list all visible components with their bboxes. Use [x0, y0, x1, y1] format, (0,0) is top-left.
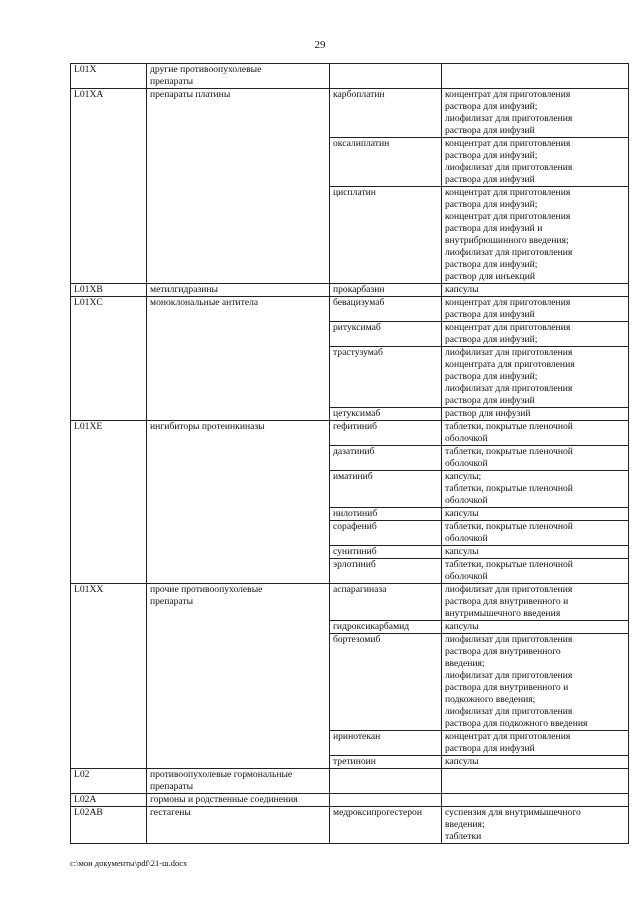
drug-name-cell: дазатиниб [330, 446, 442, 471]
table-row [71, 807, 629, 844]
table-row [71, 584, 629, 621]
drug-name-cell: сорафениб [330, 521, 442, 546]
drug-name-cell: эрлотиниб [330, 559, 442, 584]
drug-name-cell: ритуксимаб [330, 322, 442, 347]
drug-name-cell: иматиниб [330, 471, 442, 508]
drug-name-cell: нилотиниб [330, 508, 442, 521]
dosage-form-cell [442, 769, 629, 794]
table-row [71, 138, 629, 187]
group-name-cell: метилгидразины [147, 284, 330, 297]
atc-code-cell: L01X [71, 64, 147, 89]
drug-name-cell: сунитиниб [330, 546, 442, 559]
group-name-cell: гормоны и родственные соединения [147, 794, 330, 807]
drug-name-cell: бевацизумаб [330, 297, 442, 322]
drug-name-cell: аспарагиназа [330, 584, 442, 621]
dosage-form-cell: таблетки, покрытые пленочной оболочкой [442, 521, 629, 546]
dosage-form-cell: капсулы; таблетки, покрытые пленочной оболочкой [442, 471, 629, 508]
table-row [71, 794, 629, 807]
atc-table-body [71, 64, 629, 844]
atc-code-cell [71, 138, 147, 187]
group-name-cell: гестагены [147, 807, 330, 844]
group-name-cell [147, 471, 330, 508]
dosage-form-cell: капсулы [442, 756, 629, 769]
group-name-cell [147, 138, 330, 187]
group-name-cell [147, 634, 330, 731]
dosage-form-cell: таблетки, покрытые пленочной оболочкой [442, 559, 629, 584]
table-row [71, 408, 629, 421]
atc-code-cell [71, 521, 147, 546]
drug-name-cell: трастузумаб [330, 347, 442, 408]
atc-code-cell: L02 [71, 769, 147, 794]
dosage-form-cell: капсулы [442, 546, 629, 559]
atc-code-cell [71, 634, 147, 731]
atc-code-cell [71, 731, 147, 756]
table-row [71, 508, 629, 521]
table-row [71, 521, 629, 546]
dosage-form-cell: концентрат для приготовления раствора для инфузий; концентрат для приготовления раствора для инфузий и внутрибрюшинного введения; лиофилизат для приготовления раствора для инфузий; раствор для инъекций [442, 187, 629, 284]
table-row [71, 64, 629, 89]
dosage-form-cell: концентрат для приготовления раствора для инфузий [442, 731, 629, 756]
dosage-form-cell: капсулы [442, 284, 629, 297]
atc-code-cell [71, 559, 147, 584]
table-row [71, 89, 629, 138]
atc-code-cell [71, 347, 147, 408]
table-row [71, 284, 629, 297]
group-name-cell [147, 508, 330, 521]
atc-code-cell: L02AB [71, 807, 147, 844]
atc-code-cell [71, 508, 147, 521]
group-name-cell [147, 731, 330, 756]
dosage-form-cell: лиофилизат для приготовления раствора для внутривенного введения; лиофилизат для приготовления раствора для внутривенного и подкожного введения; лиофилизат для приготовления раствора для подкожного введения [442, 634, 629, 731]
dosage-form-cell [442, 794, 629, 807]
atc-code-cell [71, 446, 147, 471]
atc-drug-table [70, 63, 629, 844]
dosage-form-cell: концентрат для приготовления раствора для инфузий; лиофилизат для приготовления раствора для инфузий [442, 138, 629, 187]
group-name-cell: ингибиторы протеинкиназы [147, 421, 330, 446]
drug-name-cell: оксалиплатин [330, 138, 442, 187]
table-row [71, 731, 629, 756]
dosage-form-cell: таблетки, покрытые пленочной оболочкой [442, 446, 629, 471]
dosage-form-cell [442, 64, 629, 89]
dosage-form-cell: концентрат для приготовления раствора для инфузий; [442, 322, 629, 347]
atc-code-cell [71, 408, 147, 421]
table-row [71, 446, 629, 471]
group-name-cell [147, 546, 330, 559]
group-name-cell: прочие противоопухолевые препараты [147, 584, 330, 621]
atc-code-cell: L01XC [71, 297, 147, 322]
dosage-form-cell: лиофилизат для приготовления концентрата для приготовления раствора для инфузий; лиофилизат для приготовления раствора для инфузий [442, 347, 629, 408]
table-row [71, 347, 629, 408]
group-name-cell [147, 322, 330, 347]
drug-name-cell: карбоплатин [330, 89, 442, 138]
group-name-cell [147, 446, 330, 471]
drug-name-cell [330, 794, 442, 807]
group-name-cell [147, 187, 330, 284]
atc-code-cell: L01XE [71, 421, 147, 446]
table-row [71, 559, 629, 584]
dosage-form-cell: лиофилизат для приготовления раствора для внутривенного и внутримышечного введения [442, 584, 629, 621]
dosage-form-cell: таблетки, покрытые пленочной оболочкой [442, 421, 629, 446]
group-name-cell [147, 521, 330, 546]
table-row [71, 634, 629, 731]
atc-code-cell [71, 546, 147, 559]
table-row [71, 297, 629, 322]
table-row [71, 621, 629, 634]
dosage-form-cell: концентрат для приготовления раствора для инфузий [442, 297, 629, 322]
drug-name-cell: цисплатин [330, 187, 442, 284]
atc-code-cell [71, 322, 147, 347]
drug-name-cell: гидроксикарбамид [330, 621, 442, 634]
dosage-form-cell: капсулы [442, 508, 629, 521]
drug-name-cell: бортезомиб [330, 634, 442, 731]
group-name-cell [147, 347, 330, 408]
group-name-cell: моноклональные антитела [147, 297, 330, 322]
atc-code-cell [71, 471, 147, 508]
table-row [71, 756, 629, 769]
atc-code-cell: L01XA [71, 89, 147, 138]
group-name-cell [147, 559, 330, 584]
dosage-form-cell: суспензия для внутримышечного введения; таблетки [442, 807, 629, 844]
page-number: 29 [314, 39, 326, 51]
group-name-cell [147, 621, 330, 634]
dosage-form-cell: капсулы [442, 621, 629, 634]
group-name-cell [147, 408, 330, 421]
drug-name-cell: иринотекан [330, 731, 442, 756]
table-row [71, 187, 629, 284]
drug-name-cell: третиноин [330, 756, 442, 769]
drug-name-cell: прокарбазин [330, 284, 442, 297]
atc-code-cell: L02A [71, 794, 147, 807]
drug-name-cell: гефитиниб [330, 421, 442, 446]
group-name-cell [147, 756, 330, 769]
drug-name-cell: медроксипрогестерон [330, 807, 442, 844]
table-row [71, 322, 629, 347]
drug-name-cell: цетуксимаб [330, 408, 442, 421]
atc-code-cell [71, 756, 147, 769]
drug-name-cell [330, 64, 442, 89]
dosage-form-cell: раствор для инфузий [442, 408, 629, 421]
group-name-cell: противоопухолевые гормональные препараты [147, 769, 330, 794]
atc-code-cell [71, 187, 147, 284]
atc-code-cell [71, 621, 147, 634]
table-row [71, 471, 629, 508]
table-row [71, 421, 629, 446]
atc-code-cell: L01XB [71, 284, 147, 297]
group-name-cell: другие противоопухолевые препараты [147, 64, 330, 89]
dosage-form-cell: концентрат для приготовления раствора для инфузий; лиофилизат для приготовления раствора для инфузий [442, 89, 629, 138]
group-name-cell: препараты платины [147, 89, 330, 138]
atc-code-cell: L01XX [71, 584, 147, 621]
drug-name-cell [330, 769, 442, 794]
table-row [71, 546, 629, 559]
table-row [71, 769, 629, 794]
file-path-footer: с:\мои документы\pdf\21-ш.docx [70, 858, 188, 868]
